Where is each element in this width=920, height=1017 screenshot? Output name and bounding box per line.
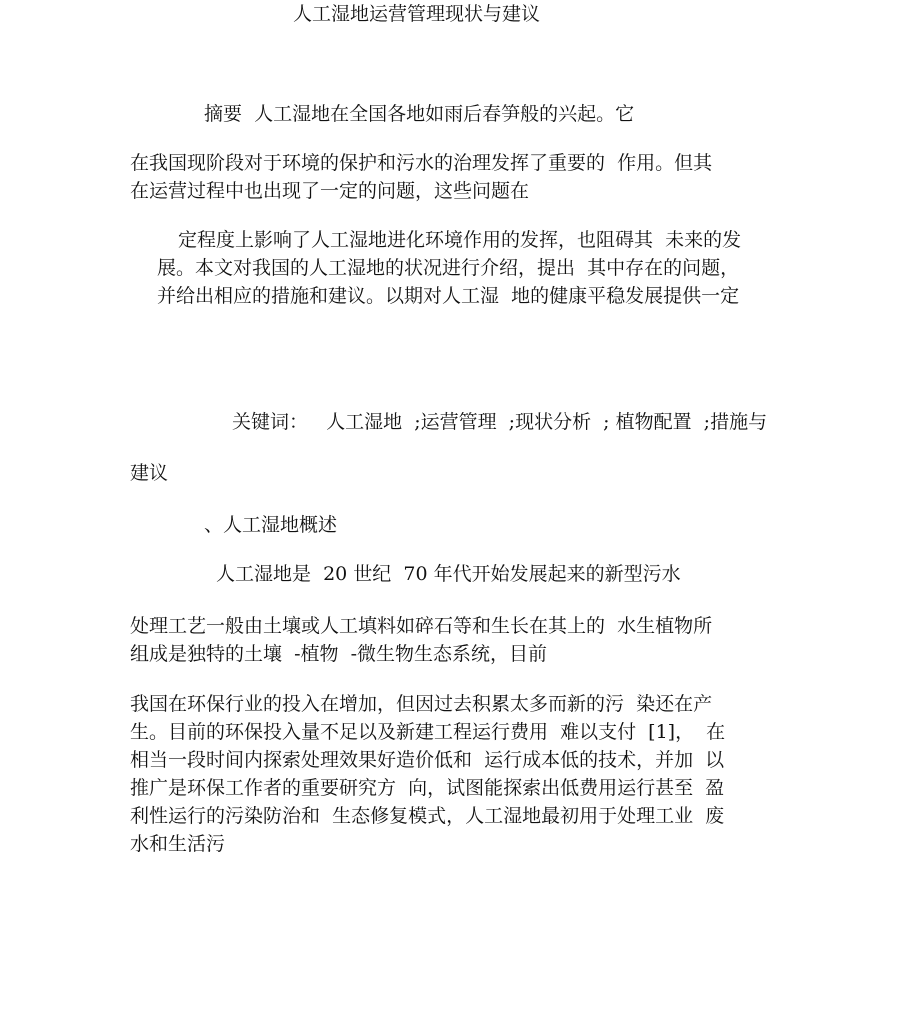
keywords-line: 建议 xyxy=(130,462,169,484)
body-line: 人工湿地是 20 世纪 70 年代开始发展起来的新型污水 xyxy=(216,563,681,585)
abstract-line: 展。本文对我国的人工湿地的状况进行介绍，提出 其中存在的问题， xyxy=(157,257,740,279)
body-line: 处理工艺一般由土壤或人工填料如碎石等和生长在其上的 水生植物所 xyxy=(130,615,713,637)
abstract-line: 定程度上影响了人工湿地进化环境作用的发挥，也阻碍其 未来的发 xyxy=(178,229,742,251)
body-line: 利性运行的污染防治和 生态修复模式，人工湿地最初用于处理工业 废 xyxy=(130,805,725,827)
body-line: 我国在环保行业的投入在增加，但因过去积累太多而新的污 染还在产 xyxy=(130,693,713,715)
page-title: 人工湿地运营管理现状与建议 xyxy=(293,3,541,25)
abstract-line: 在运营过程中也出现了一定的问题，这些问题在 xyxy=(130,180,530,202)
body-line: 相当一段时间内探索处理效果好造价低和 运行成本低的技术，并加 以 xyxy=(130,749,725,771)
section-heading: 、人工湿地概述 xyxy=(204,514,338,536)
body-line: 推广是环保工作者的重要研究方 向，试图能探索出低费用运行甚至 盈 xyxy=(130,777,725,799)
body-line: 生。目前的环保投入量不足以及新建工程运行费用 难以支付 [1]， 在 xyxy=(130,721,726,743)
abstract-line: 并给出相应的措施和建议。以期对人工湿 地的健康平稳发展提供一定 xyxy=(157,285,740,307)
body-line: 水和生活污 xyxy=(130,833,226,855)
keywords-line: 关键词： 人工湿地 ;运营管理 ;现状分析 ; 植物配置 ;措施与 xyxy=(232,411,768,433)
abstract-line: 在我国现阶段对于环境的保护和污水的治理发挥了重要的 作用。但其 xyxy=(130,152,713,174)
body-line: 组成是独特的土壤 -植物 -微生物生态系统，目前 xyxy=(130,643,547,665)
abstract-line: 摘要 人工湿地在全国各地如雨后春笋般的兴起。它 xyxy=(204,103,635,125)
